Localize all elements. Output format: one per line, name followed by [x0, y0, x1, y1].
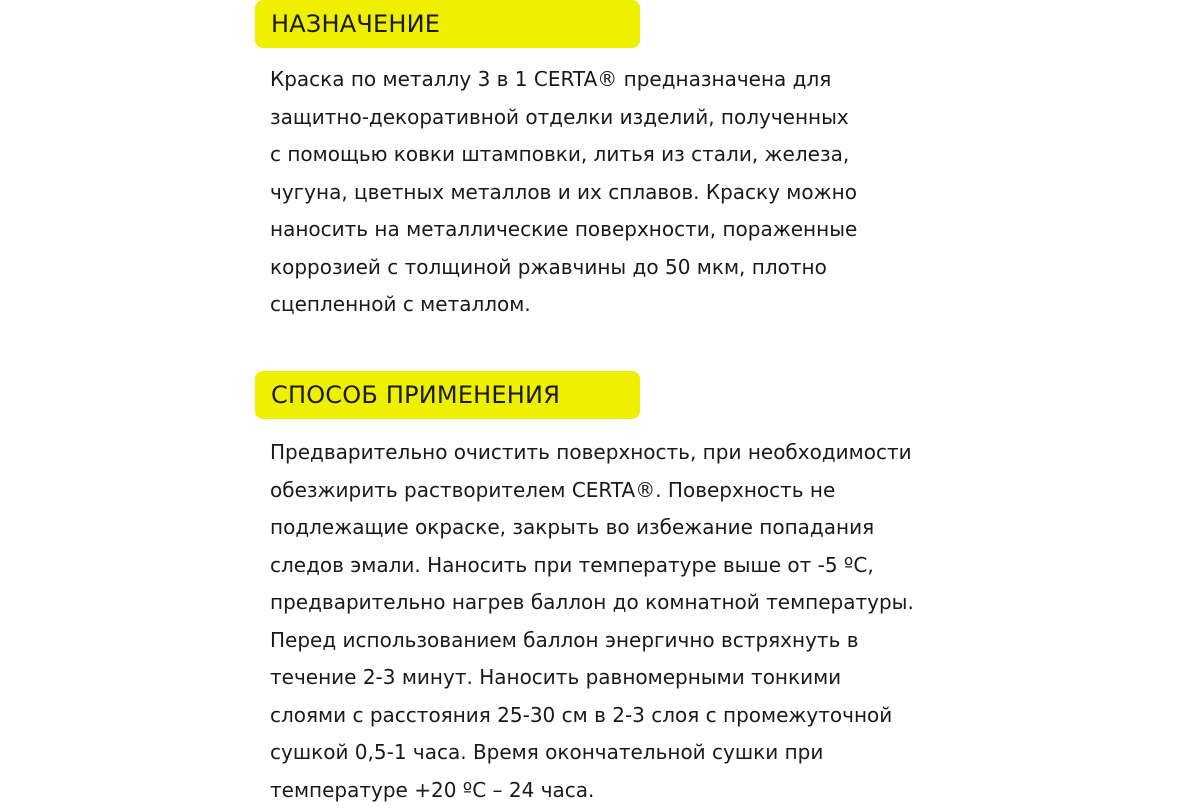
section-application-heading — [255, 371, 640, 419]
text-line: коррозией с толщиной ржавчины до 50 мкм, плотно — [270, 249, 857, 287]
section-purpose-heading — [255, 0, 640, 48]
text-line: Предварительно очистить поверхность, при необходимости — [270, 434, 914, 472]
section-purpose-title: НАЗНАЧЕНИЕ — [271, 10, 440, 38]
text-line: сцепленной с металлом. — [270, 286, 857, 324]
text-line: обезжирить растворителем CERTA®. Поверхность не — [270, 472, 914, 510]
section-application-title: СПОСОБ ПРИМЕНЕНИЯ — [271, 381, 560, 409]
text-line: течение 2-3 минут. Наносить равномерными тонкими — [270, 659, 914, 697]
text-line: Краска по металлу 3 в 1 CERTA® предназначена для — [270, 61, 857, 99]
text-line: слоями с расстояния 25-30 см в 2-3 слоя с промежуточной — [270, 697, 914, 735]
text-line: подлежащие окраске, закрыть во избежание попадания — [270, 509, 914, 547]
text-line: Перед использованием баллон энергично встряхнуть в — [270, 622, 914, 660]
text-line: следов эмали. Наносить при температуре выше от -5 ºС, — [270, 547, 914, 585]
text-line: температуре +20 ºС – 24 часа. — [270, 772, 914, 809]
section-purpose-text — [270, 61, 857, 324]
text-line: наносить на металлические поверхности, пораженные — [270, 211, 857, 249]
text-line: чугуна, цветных металлов и их сплавов. Краску можно — [270, 174, 857, 212]
text-line: предварительно нагрев баллон до комнатной температуры. — [270, 584, 914, 622]
text-line: защитно-декоративной отделки изделий, полученных — [270, 99, 857, 137]
text-line: с помощью ковки штамповки, литья из стали, железа, — [270, 136, 857, 174]
section-application-text — [270, 434, 914, 809]
text-line: сушкой 0,5-1 часа. Время окончательной сушки при — [270, 734, 914, 772]
